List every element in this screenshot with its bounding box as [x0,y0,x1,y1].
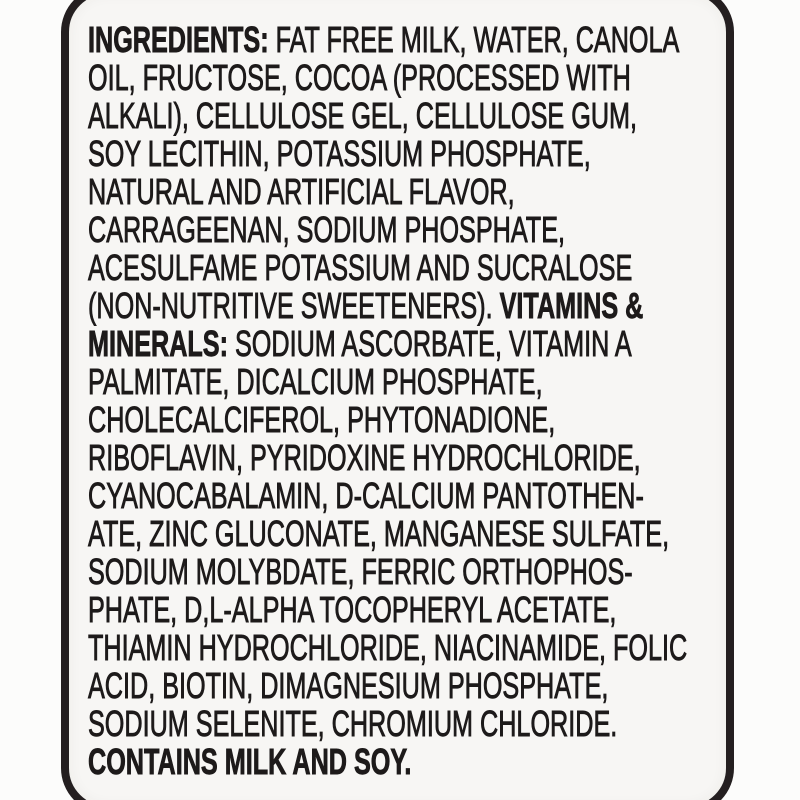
ingredients-line-11 [88,401,718,439]
ingredients-text: RIBOFLAVIN, PYRIDOXINE HYDROCHLORIDE, [88,437,641,478]
ingredients-line-8 [88,287,718,325]
ingredients-text: FAT FREE MILK, WATER, CANOLA [275,19,680,60]
ingredients-bold-text: CONTAINS MILK AND SOY. [88,741,412,782]
ingredients-text: SODIUM MOLYBDATE, FERRIC ORTHOPHOS- [88,551,633,592]
ingredients-text: OIL, FRUCTOSE, COCOA (PROCESSED WITH [88,57,631,98]
ingredients-text: SOY LECITHIN, POTASSIUM PHOSPHATE, [88,133,591,174]
ingredients-line-4 [88,135,718,173]
ingredients-text: SODIUM ASCORBATE, VITAMIN A [235,323,632,364]
ingredients-text: (NON-NUTRITIVE SWEETENERS). [88,285,500,326]
ingredients-text: CHOLECALCIFEROL, PHYTONADIONE, [88,399,556,440]
ingredients-line-7 [88,249,718,287]
ingredients-text: CYANOCABALAMIN, D-CALCIUM PANTOTHEN- [88,475,644,516]
ingredients-line-12 [88,439,718,477]
ingredients-line-19 [88,705,718,743]
ingredients-text: CARRAGEENAN, SODIUM PHOSPHATE, [88,209,566,250]
ingredients-bold-text: INGREDIENTS: [88,19,276,60]
ingredients-text: SODIUM SELENITE, CHROMIUM CHLORIDE. [88,703,618,744]
ingredients-text-block [88,21,718,781]
ingredients-bold-text: VITAMINS & [499,285,644,326]
ingredients-text: ATE, ZINC GLUCONATE, MANGANESE SULFATE, [88,513,670,554]
ingredients-line-13 [88,477,718,515]
ingredients-text: THIAMIN HYDROCHLORIDE, NIACINAMIDE, FOLIC [88,627,688,668]
ingredients-line-14 [88,515,718,553]
ingredients-line-18 [88,667,718,705]
ingredients-text: PHATE, D,L-ALPHA TOCOPHERYL ACETATE, [88,589,617,630]
ingredients-text: ALKALI), CELLULOSE GEL, CELLULOSE GUM, [88,95,638,136]
ingredients-line-10 [88,363,718,401]
ingredients-line-15 [88,553,718,591]
ingredients-text: ACID, BIOTIN, DIMAGNESIUM PHOSPHATE, [88,665,609,706]
ingredients-line-17 [88,629,718,667]
ingredients-line-3 [88,97,718,135]
ingredients-line-2 [88,59,718,97]
ingredients-text: PALMITATE, DICALCIUM PHOSPHATE, [88,361,543,402]
ingredients-line-6 [88,211,718,249]
ingredients-line-16 [88,591,718,629]
ingredients-line-20 [88,743,718,781]
ingredients-line-9 [88,325,718,363]
ingredients-line-5 [88,173,718,211]
ingredients-text: ACESULFAME POTASSIUM AND SUCRALOSE [88,247,633,288]
ingredients-label-panel [61,0,734,800]
ingredients-line-1 [88,21,718,59]
ingredients-bold-text: MINERALS: [88,323,235,364]
ingredients-text: NATURAL AND ARTIFICIAL FLAVOR, [88,171,515,212]
